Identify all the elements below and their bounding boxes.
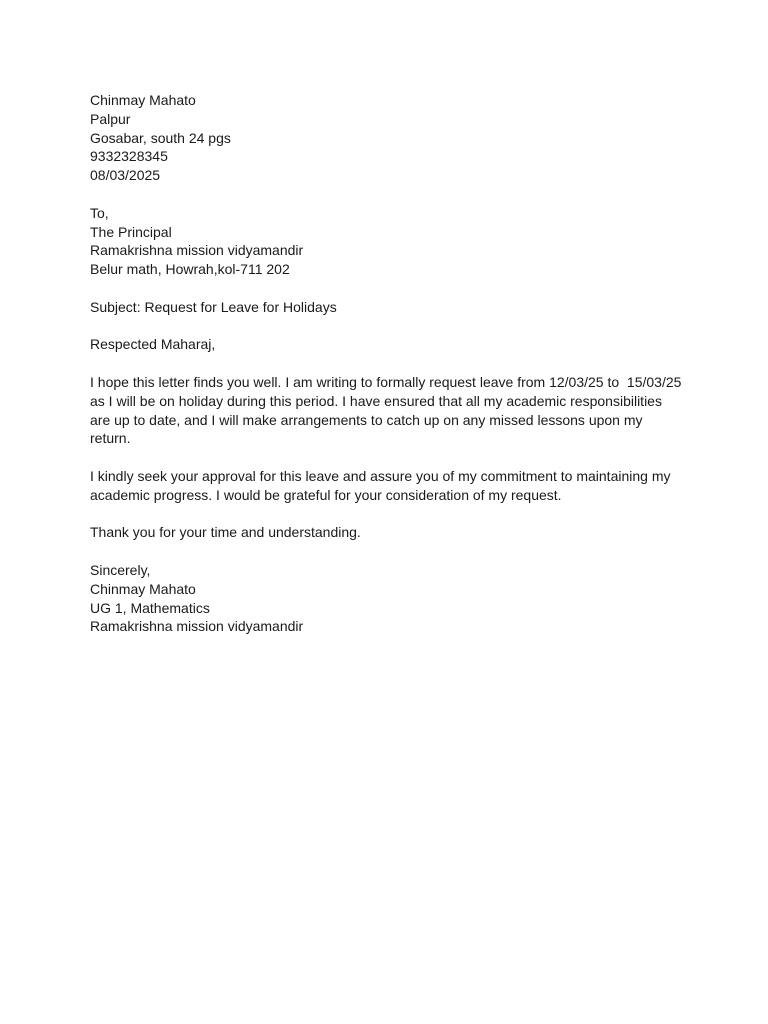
letter-subject: Subject: Request for Leave for Holidays <box>90 298 337 315</box>
signature-course: UG 1, Mathematics <box>90 599 210 616</box>
recipient-to: To, <box>90 204 109 221</box>
sender-address-line1: Palpur <box>90 110 131 127</box>
letter-greeting: Respected Maharaj, <box>90 336 216 353</box>
spacer <box>90 354 690 373</box>
spacer <box>90 185 690 204</box>
paragraph-line: I kindly seek your approval for this leave and assure you of my commitment to maintaining my <box>90 467 671 484</box>
sender-phone: 9332328345 <box>90 148 168 165</box>
letter-date: 08/03/2025 <box>90 167 161 184</box>
spacer <box>90 542 690 561</box>
recipient-block <box>90 204 690 279</box>
recipient-title: The Principal <box>90 223 172 240</box>
body-paragraph-2 <box>90 467 690 505</box>
spacer <box>90 279 690 298</box>
signature-name: Chinmay Mahato <box>90 580 196 597</box>
sender-address-line2: Gosabar, south 24 pgs <box>90 129 231 146</box>
spacer <box>90 317 690 336</box>
closing-block <box>90 561 690 636</box>
signature-institution: Ramakrishna mission vidyamandir <box>90 618 304 635</box>
recipient-address: Belur math, Howrah,kol-711 202 <box>90 261 290 278</box>
sender-name: Chinmay Mahato <box>90 92 196 108</box>
paragraph-line: return. <box>90 430 131 447</box>
paragraph-line: I hope this letter finds you well. I am writing to formally request leave from 12/03/25 to 15/03/25 <box>90 373 682 390</box>
paragraph-line: academic progress. I would be grateful for your consideration of my request. <box>90 486 562 503</box>
paragraph-line: as I will be on holiday during this period. I have ensured that all my academic responsibilities <box>90 392 662 409</box>
sender-block <box>90 91 690 185</box>
paragraph-line: Thank you for your time and understanding. <box>90 524 361 541</box>
body-paragraph-3 <box>90 523 690 542</box>
paragraph-line: are up to date, and I will make arrangements to catch up on any missed lessons upon my <box>90 411 643 428</box>
spacer <box>90 505 690 524</box>
recipient-institution: Ramakrishna mission vidyamandir <box>90 242 304 259</box>
leave-letter <box>90 91 690 636</box>
body-paragraph-1 <box>90 373 690 448</box>
valediction: Sincerely, <box>90 561 151 578</box>
spacer <box>90 448 690 467</box>
